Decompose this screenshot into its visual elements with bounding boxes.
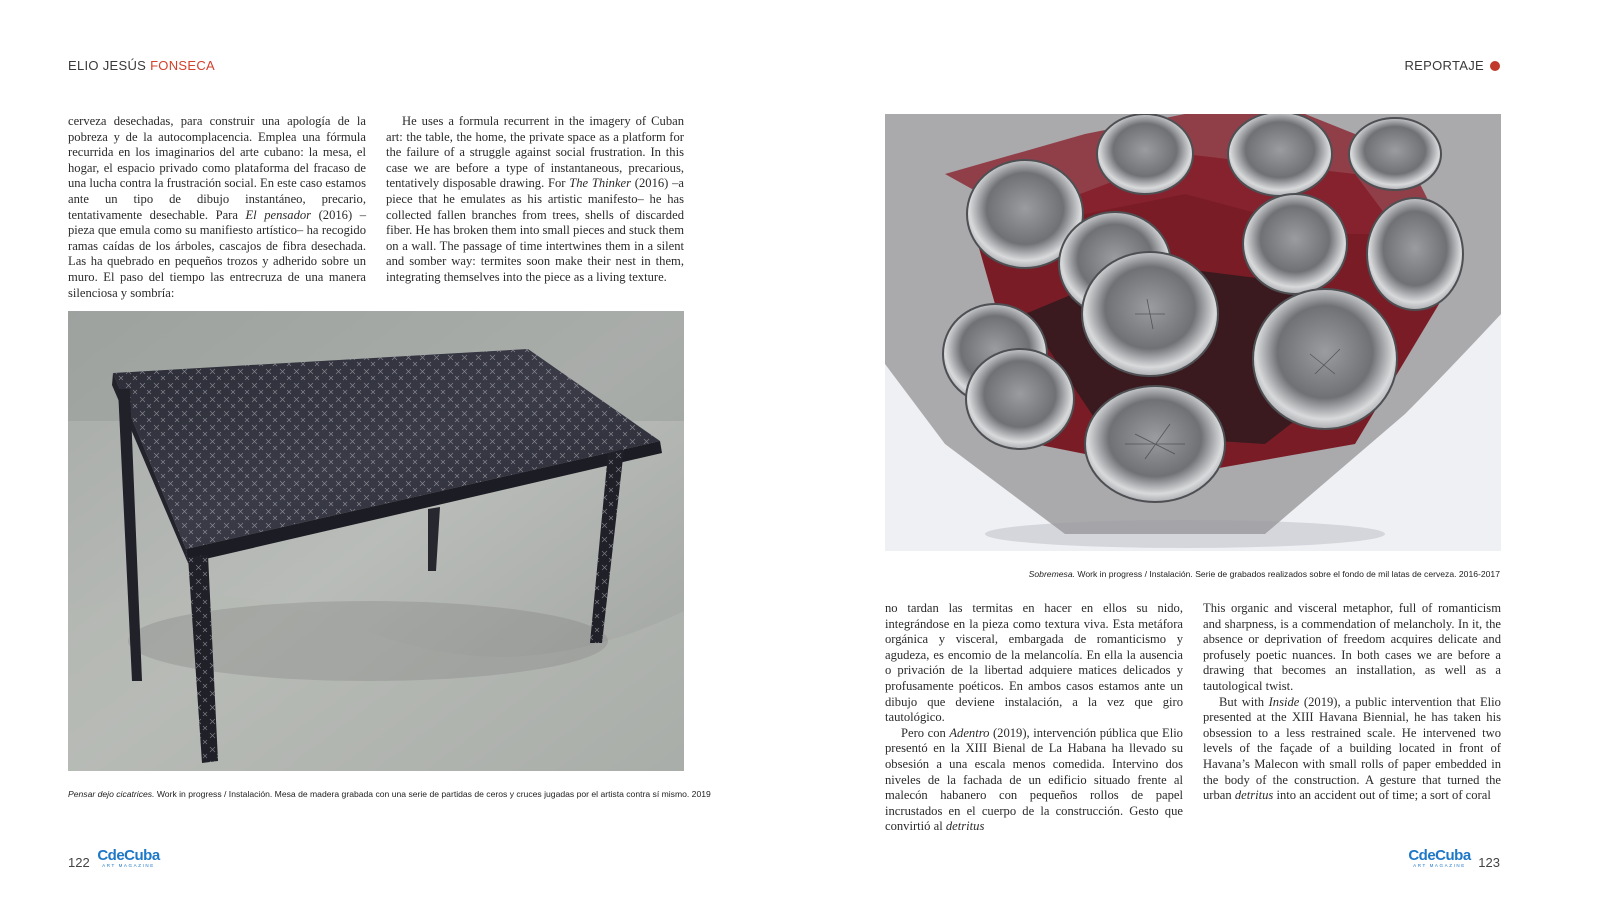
body-text: (2019), a public intervention that Elio presented at the XIII Havana Biennial, he has taken his obsession to a less restrained scale. He intervened two levels of the façade of a building located in front of Havana’s Malecon with small rolls of paper embedded in the body of the construction. A gesture that turned the urban xyxy=(1203,694,1501,803)
section-dot-icon xyxy=(1490,61,1500,71)
logo-tagline: ART MAGAZINE xyxy=(102,863,155,868)
page-number-right: 123 xyxy=(1478,855,1500,870)
body-text: This organic and visceral metaphor, full of romanticism and sharpness, is a commendation of melancholy. In it, the absence or deprivation of freedom acquires delicate and profusely poetic nuances. In both cases we are before a drawing that becomes an installation, as well as a tautological twist. xyxy=(1203,601,1501,693)
caption-text: Work in progress / Instalación. Mesa de madera grabada con una serie de partidas de ceros y cruces jugadas por el artista contra sí mismo. 2019 xyxy=(154,789,711,799)
left-column-english xyxy=(386,114,684,286)
body-text: no tardan las termitas en hacer en ellos su nido, integrándose en la pieza como textura viva. Esta metáfora orgánica y visceral, embargada de romanticismo y agudeza, es encomio de la melancolía. En ella la ausencia o privación de la libertad adquiere matices delicados y profusamente poéticos. En ambos casos estamos ante un dibujo que deviene instalación, a la vez que giro tautológico. xyxy=(885,601,1183,725)
beer-cans-installation-image xyxy=(885,114,1501,551)
work-title: El pensador xyxy=(245,207,312,222)
table-installation-image xyxy=(68,311,684,771)
magazine-logo-left xyxy=(97,849,159,868)
logo-tagline: ART MAGAZINE xyxy=(1413,863,1466,868)
left-photo-caption xyxy=(68,789,711,799)
cans-photo xyxy=(885,114,1501,551)
caption-text: Work in progress / Instalación. Serie de grabados realizados sobre el fondo de mil latas de cerveza. 2016-2017 xyxy=(1075,569,1500,579)
body-text: (2019), intervención pública que Elio presentó en la XIII Bienal de La Habana ha llevado su obsesión a una escala menos comedida. Intervino dos niveles de la fachada de un edificio situado frente al malecón habanero con pequeños rollos de papel incrustados en el cuerpo de la construcción. Gesto que convirtió al xyxy=(885,725,1183,834)
body-text: cerveza desechadas, para construir una apología de la pobreza y de la autocomplacencia. Emplea una fórmula recurrida en los imaginarios del arte cubano: la mesa, el hogar, el espacio privado como plataforma del fracaso de una lucha contra la frustración social. En este caso estamos ante un tipo de dibujo instantáneo, precario, tentativamente desechable. Para xyxy=(68,114,366,222)
section-label: REPORTAJE xyxy=(1404,58,1484,73)
body-text: He uses a formula recurrent in the imagery of Cuban art: the table, the home, the private space as a platform for the failure of a struggle against social frustration. In this case we are before a type of instantaneous, precarious, tentatively disposable drawing. For xyxy=(386,114,684,191)
right-folio xyxy=(1408,849,1500,870)
right-photo-caption xyxy=(1029,569,1500,579)
author-first-name: ELIO JESÚS xyxy=(68,58,151,73)
page-number-left: 122 xyxy=(68,855,90,870)
magazine-logo-right xyxy=(1408,849,1470,868)
running-head-section xyxy=(1404,58,1500,73)
body-text: (2016) –a piece that he emulates as his artistic manifesto– he has collected fallen branches from trees, shells of discarded fiber. He has broken them into small pieces and stuck them on a wall. The passage of time intertwines them in a silent and somber way: termites soon make their nest in them, integrating themselves into the piece as a living texture. xyxy=(386,176,684,284)
italic-term: detritus xyxy=(945,819,985,834)
work-title: The Thinker xyxy=(569,176,632,191)
body-text: Pero con xyxy=(901,725,950,740)
running-head-author xyxy=(68,58,215,73)
caption-title: Sobremesa. xyxy=(1028,569,1075,579)
body-text: But with xyxy=(1219,694,1269,709)
table-photo xyxy=(68,311,684,771)
right-column-english xyxy=(1203,601,1501,804)
left-folio xyxy=(68,849,160,870)
body-text: (2016) –pieza que emula como su manifiesto artístico– ha recogido ramas caídas de los árboles, cascajos de fibra desechada. Las ha quebrado en pequeños trozos y adherido sobre un muro. El paso del tiempo las entrecruza de una manera silenciosa y sombría: xyxy=(68,207,366,300)
logo-name: CdeCuba xyxy=(97,847,160,864)
right-column-spanish xyxy=(885,601,1183,835)
caption-title: Pensar dejo cicatrices. xyxy=(68,789,155,799)
work-title: Adentro xyxy=(949,725,990,740)
logo-name: CdeCuba xyxy=(1408,847,1471,864)
left-column-spanish xyxy=(68,114,366,301)
italic-term: detritus xyxy=(1234,788,1274,803)
author-last-name: FONSECA xyxy=(150,58,216,73)
body-text: into an accident out of time; a sort of coral xyxy=(1273,788,1491,803)
work-title: Inside xyxy=(1268,694,1300,709)
